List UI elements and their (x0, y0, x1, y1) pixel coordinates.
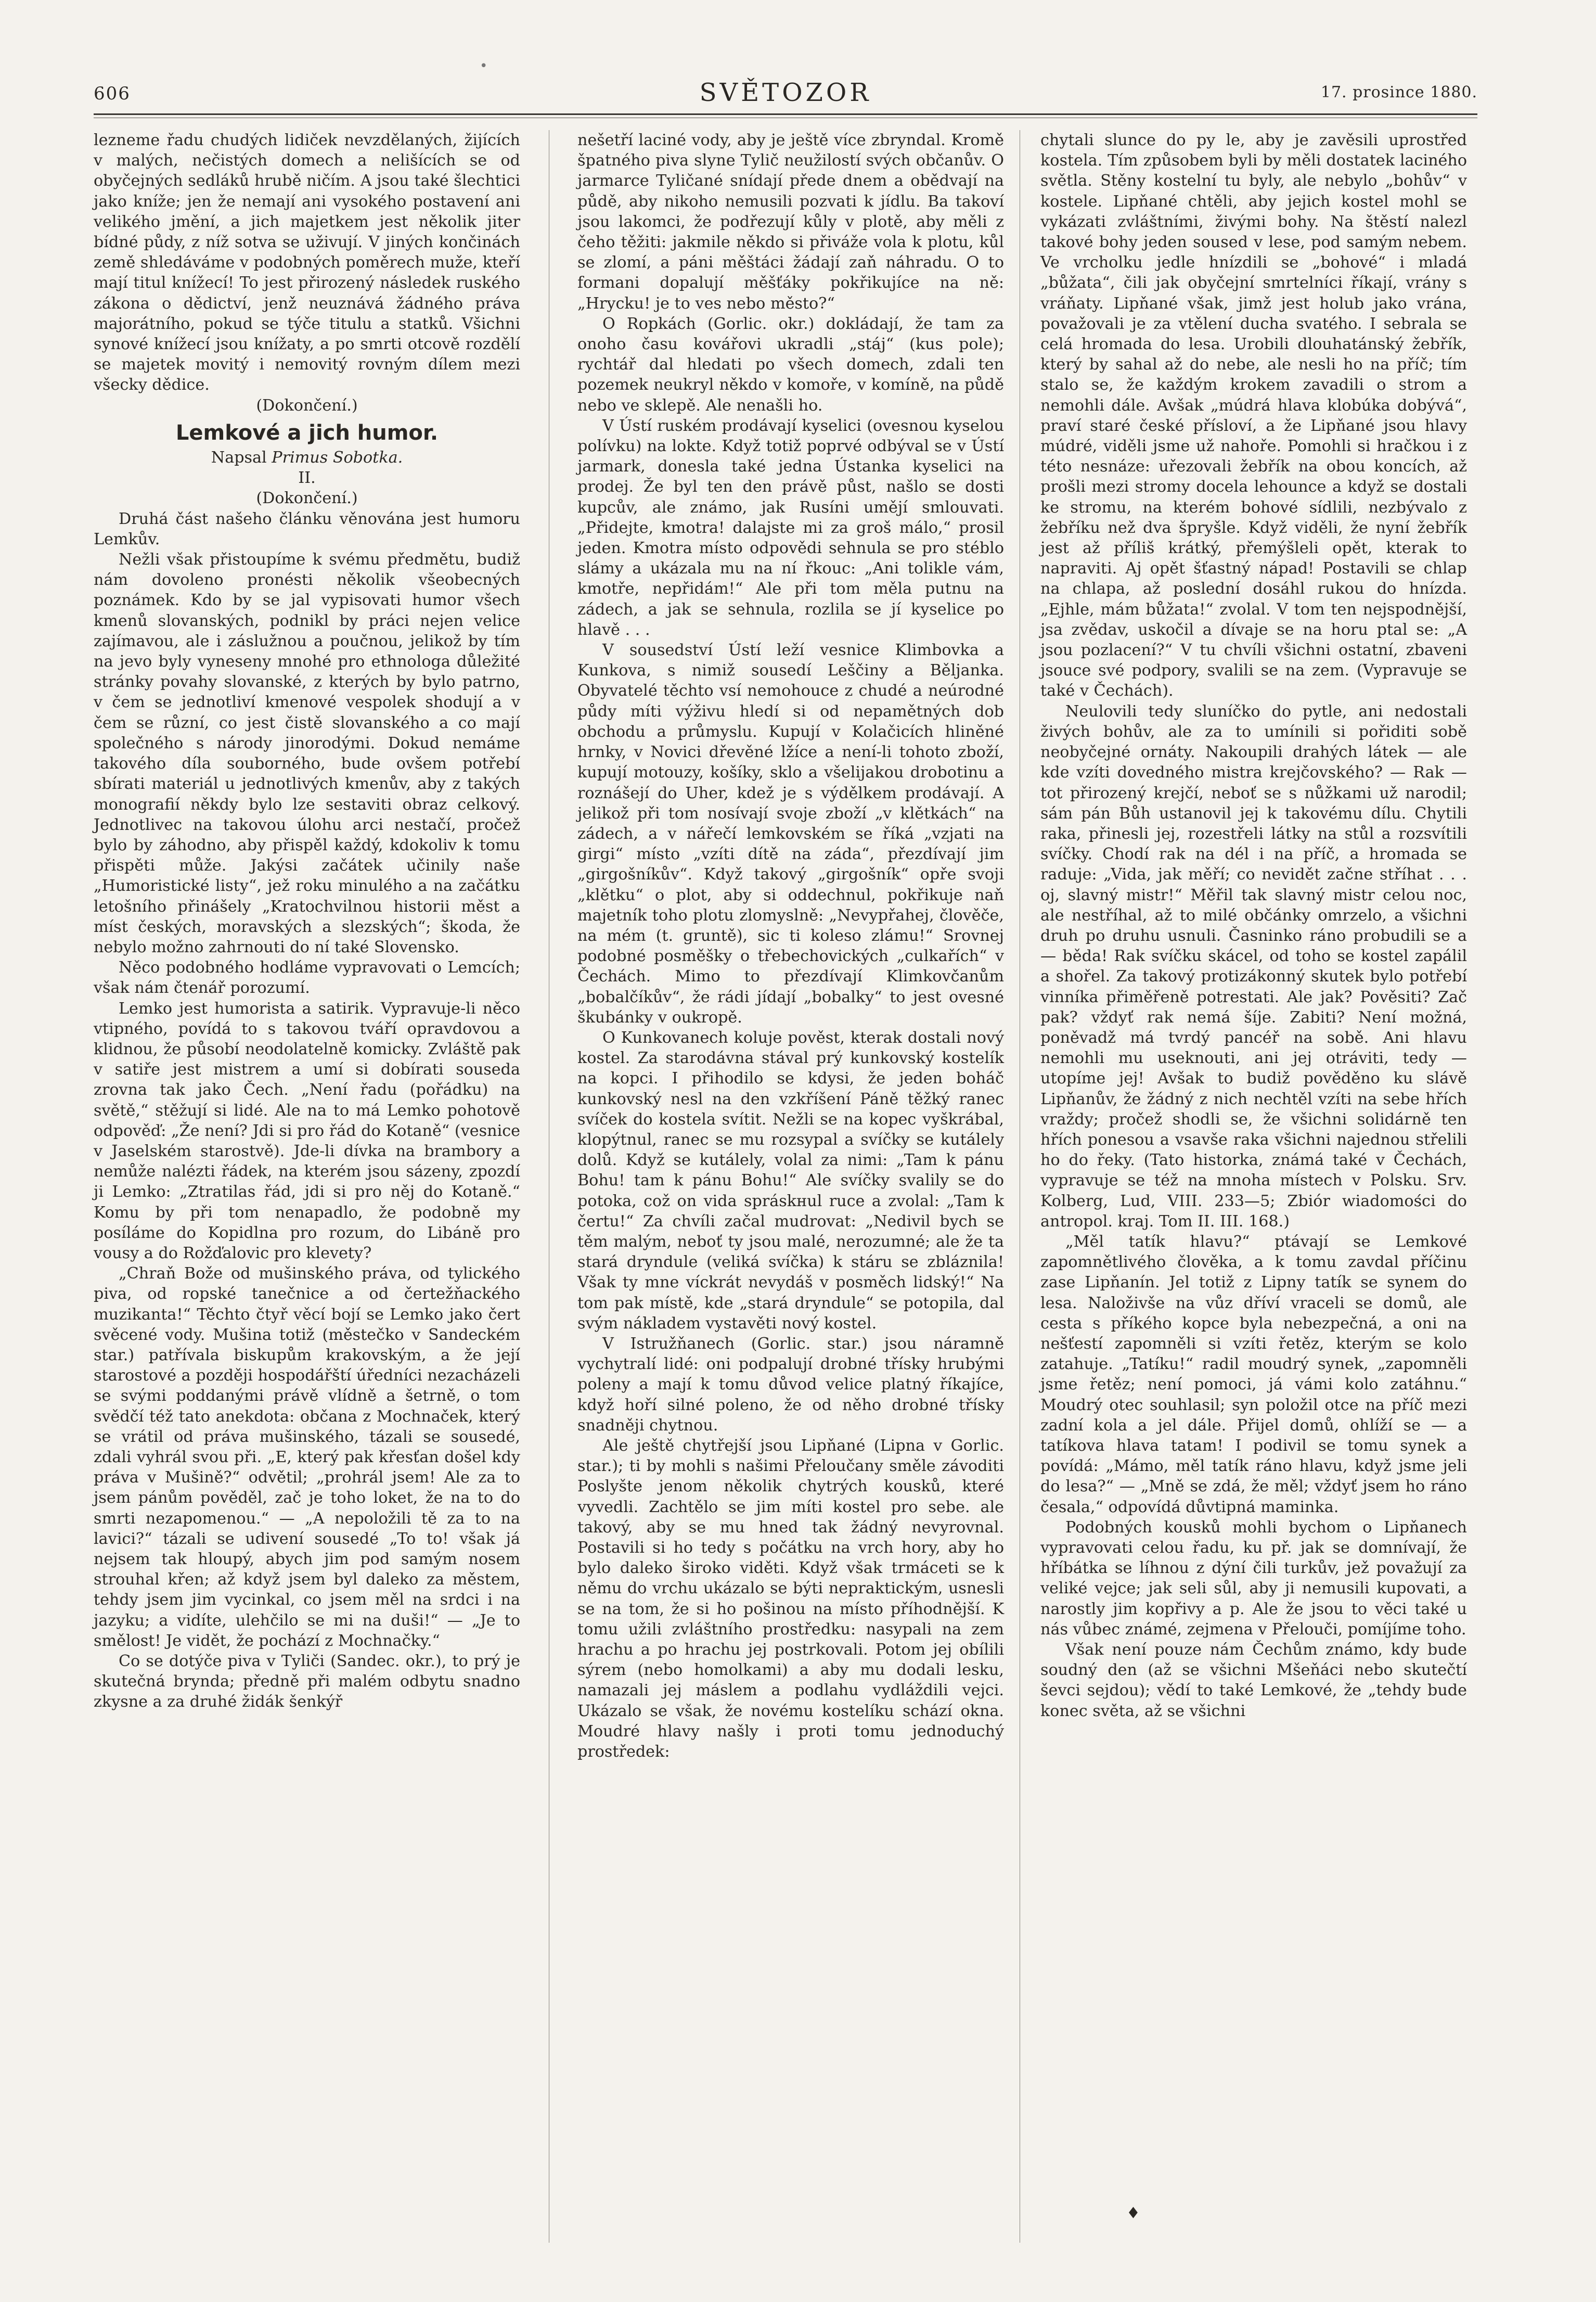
paragraph: O Ropkách (Gorlic. okr.) dokládají, že tam za onoho času kovářovi ukradli „stáj“ (kus pole); rychtář dal hledati po všech domech, zdali ten pozemek neukryl někdo v komoře, v komíně, na půdě nebo ve sklepě. Ale nenašli ho. (577, 314, 1004, 415)
page-number: 606 (94, 83, 131, 104)
issue-date: 17. prosince 1880. (1320, 83, 1477, 101)
paragraph: chytali slunce do py le, aby je zavěsili uprostřed kostela. Tím způsobem byli by měli dostatek laciného světla. Stěny kostelní tu byly, ale nebylo „bohův“ v kostele. Lipňané chtěli, aby jejich kostel mohl se vykázati zvláštními, živými bohy. Na štěstí nalezl takové bohy jeden soused v lese, pod samým nebem. Ve vrcholku jedle hnízdili se „bohové“ i mladá „bůžata“, čili jak obyčejní smrtelníci říkají, vrány s vráňaty. Lipňané však, jimž jest holub jako vrána, považovali je za vtělení ducha svatého. I sebrala se celá hromada do lesa. Urobili dlouhatánský žebřík, který by sahal až do nebe, ale nesli ho na příč; tím stalo se, že každým krokem zavadili o strom a nemohli dále. Avšak „múdrá hlava klobúka dobývá“, praví staré české přísloví, a že Lipňané jsou hlavy múdré, viděli jsme už nahoře. Pomohli si hračkou i z této nesnáze: uřezovali žebřík na obou koncích, až prošli mezi stromy docela lehounce a když se dostali ke stromu, na kterém bohové sídlili, nezbývalo z žebříku než dva špryšle. Když viděli, že nyní žebřík jest až příliš krátký, přemýšleli opět, kterak to napraviti. Aj opět šťastný nápad! Postavili se chlap na chlapa, až poslední dosáhl rukou do hnízda. „Ejhle, mám bůžata!“ zvolal. V tom ten nejspodnější, jsa zvědav, uskočil a dívaje se na horu ptal se: „A jsou pozlacení?“ V tu chvíli všichni ostatní, zbaveni jsouce své podpory, svalili se na zem. (Vypravuje se také v Čechách). (1040, 131, 1467, 700)
section-note: (Dokončení.) (256, 489, 358, 508)
paragraph: Neulovili tedy sluníčko do pytle, ani nedostali živých bohův, ale za to umínili si pořiditi sobě neobyčejné ornáty. Nakoupili drahých látek — ale kde vzíti dovedného mistra krejčovského? — Rak — tot přirozený krejčí, neboť se s nůžkami už narodil; sám pán Bůh ustanovil jej k takovému dílu. Chytili raka, přinesli jej, rozestřeli látky na stůl a rozsvítili svíčky. Chodí rak na dél i na příč, a hromada se raduje: „Vida, jak měří; co nevidět začne stříhat . . . oj, slavný mistr!“ Měřil tak slavný mistr celou noc, ale nestříhal, až to milé občánky omrzelo, a všichni druh po druhu usnuli. Časninko ráno probudili se a — běda! Rak svíčku skácel, od toho se kostel zapálil a shořel. Za takový protizákonný skutek bylo potřebí vinníka přiměřeně potrestati. Ale jak? Pověsiti? Zač pak? vždyť rak nemá šíje. Zabiti? Není možná, poněvadž má tvrdý pancéř na sobě. Ani hlavu nemohli mu useknouti, ani jej otráviti, tedy — utopíme jej! Avšak to budiž pověděno ku slávě Lipňanův, že žádný z nich nechtěl vzíti na sebe hřích vraždy; pročež shodli se, že všichni solidárně ten hřích ponesou a vsavše raka všichni najednou střelili ho do řeky. (Tato historka, známá také v Čechách, vypravuje se též na mnoha místech v Polsku. Srv. Kolberg, Lud, VIII. 233—5; Zbiór wiadomości do antropol. kraj. Tom II. III. 168.) (1040, 702, 1467, 1231)
header-rule (94, 113, 1477, 115)
byline-prefix: Napsal (211, 449, 267, 467)
paragraph: Co se dotýče piva v Tyliči (Sandec. okr.), to prý je skutečná bryndа; předně při malém odbytu snadno zkysne a za druhé židák šenkýř (94, 1652, 520, 1711)
paragraph: Lemko jest humorista a satirik. Vypravuje-li něco vtipného, povídá to s takovou tváří opravdovou a klidnou, že působí neodolatelně komicky. Zvláště pak v satiře jest mistrem a umí si dobírati souseda zrovna tak jako Čech. „Není řadu (pořádku) na světě,“ stěžují si lidé. Ale na to má Lemko pohotově odpověď: „Že není? Jdi si pro řád do Kotaně“ (vesnice v Jaselském starostvě). Jde-li dívka na brambory a nemůže nalézti řádek, na kterém jsou sázeny, zpozdí ji Lemko: „Ztratilas řád, jdi si pro něj do Kotaně.“ Komu by při tom nenapadlo, že podobně my posíláme do Kopidlna pro rozum, do Libáně pro vousy a do Rožďalovic pro klevety? (94, 999, 520, 1262)
paragraph: lezneme řadu chudých lidiček nevzdělaných, žijících v malých, nečistých domech a nelišících se od obyčejných sedláků hrubě ničím. A jsou také šlechtici jako kníže; jen že nemají ani vysokého postavení ani velikého jmění, a jich majetkem jest několik jiter bídné půdy, z níž sotva se uživují. V jiných končinách země shledáváme v podobných poměrech muže, kteří mají titul knížecí! To jest přirozený následek ruského zákona o dědictví, jenž neuznává žádného práva majorátního, pokud se týče titulu a statků. Všichni synové knížecí jsou knížaty, a po smrti otcově rozdělí se majetek movitý i nemovitý rovným dílem mezi všecky dědice. (94, 131, 520, 394)
paragraph: Něco podobného hodláme vypravovati o Lemcích; však nám čtenář porozumí. (94, 958, 520, 997)
ornament-icon: ♦ (1126, 2204, 1140, 2222)
paragraph: Podobných kousků mohli bychom o Lipňanech vypravovati celou řadu, ku př. jak se domnívají, že hříbátka se líhnou z dýní čili turkův, jež považují za veliké vejce; jak seli sůl, aby ji nemusili kupovati, a narostly jim kopřivy a p. Ale že jsou to věci také u nás vůbec známé, zejmena v Přelouči, pomíjíme toho. (1040, 1518, 1467, 1639)
paragraph: nešetří laciné vody, aby je ještě více zbryndal. Kromě špatného piva slyne Tylič neužilostí svých občanův. O jarmarce Tyličané snídají přede dnem a obědvají na půdě, aby nikoho nemusili pozvati k jídlu. Ba takoví jsou lakomci, že podřezují kůly v plotě, aby měli z čeho těžiti: jakmile někdo si přiváže vola k plotu, kůl se zlomí, a páni měštáci žádají zaň náhradu. O to formani dopalují měšťáky pokřikujíce na ně: „Hrycku! je to ves nebo město?“ (577, 131, 1004, 313)
paragraph: Druhá část našeho článku věnována jest humoru Lemkův. (94, 509, 520, 548)
paragraph: V Istružňanech (Gorlic. star.) jsou náramně vychytralí lidé: oni podpalují drobné třísky hrubými poleny a mají k tomu důvod velice platný říkajíce, když hoří silné poleno, že od něho drobné třísky snadněji chytnou. (577, 1334, 1004, 1435)
paragraph: Však není pouze nám Čechům známo, kdy bude soudný den (až se všichni Mšeňáci nebo skutečtí ševci sejdou); vědí to také Lemkové, že „tehdy bude konec světa, až se všichni (1040, 1641, 1467, 1720)
column-2 (577, 130, 1004, 1762)
byline-author: Primus Sobotka. (272, 449, 403, 467)
paragraph: V sousedství Ústí leží vesnice Klimbovka a Kunkova, s nimiž sousedí Leščiny a Bělјanka. Obyvatelé těchto vsí nemohouce z chudé a neúrodné půdy míti výživu hledí si od nepamětných dob obchodu a průmyslu. Kupují v Kolačicích hliněné hrnky, v Novici dřevěné lžíce a není-li tohoto zboží, kupují motouzy, košíky, sklo a všelijakou drobotinu a roznášejí do Uher, kdež je s výdělkem prodávají. A jelikož při tom nosívají svoje zboží „v klětkách“ na zádech, a v nářečí lemkovském se říká „vzjati na girgi“ místo „vzíti dítě na záda“, přezdívají jim „girgošníkův“. Když takový „girgošník“ opře svoji „klětku“ o plot, aby si oddechnul, pokřikuje naň majetník toho plotu zlomyslně: „Nevypřahej, člověče, na mém (t. gruntě), sic ti koleso zlámu!“ Srovnej podobné posměšky o třebechovických „culkařích“ v Čechách. Mimo to přezdívají Klimkovčanům „bobalčíkův“, že rádi jídají „bobalky“ to jest ovesné škubánky v oukropě. (577, 641, 1004, 1027)
continuation-note: (Dokončení.) (256, 396, 358, 415)
column-3 (1040, 130, 1467, 1721)
paragraph: „Chraň Bože od mušinského práva, od tylického piva, od ropské tanečnice a od čertežňackého muzikanta!“ Těchto čtyř věcí bojí se Lemko jako čert svěcené vody. Mušina totiž (městečko v Sandeckém star.) patřívala biskupům krakovským, a že její starostové a později hospodářští úředníci nezacházeli se svými poddanými právě vlídně a šetrně, o tom svědčí též tato anekdota: občana z Mochnaček, který se vrátil od práva mušinského, tázali se sousedé, zdali vyhrál svou při. „E, který pak křesťan došel kdy práva v Mušině?“ odvětil; „prohrál jsem! Ale za to jsem pánům pověděl, zač je toho loket, že na to do smrti nezapomenou.“ — „A nepoložili tě za to na lavici?“ tázali se udivení sousedé „To to! však já nejsem tak hloupý, abych jim pod samým nosem strouhal křen; až když jsem byl daleko za městem, tehdy jsem jim vycinkal, co jsem měl na srdci i na jazyku; a vidíte, ulehčilo se mi na duši!“ — „Je to smělost! Je vidět, že pochází z Mochnačky.“ (94, 1264, 520, 1650)
article-title: Lemkové a jich humor. (175, 420, 439, 445)
journal-title: SVĚTOZOR (699, 78, 872, 107)
paragraph: Ale ještě chytřejší jsou Lipňané (Lipna v Gorlic. star.); ti by mohli s našimi Přelоučany směle závoditi Poslyšte jenom několik chytrých kousků, které vyvedli. Zachtělo se jim míti kostel pro sebe. ale takový, aby se mu hned tak žádný nevyrovnal. Postavili si ho tedy s počátku na vrch hory, aby ho bylo daleko široko viděti. Když však trmácetі se k němu do vrchu ukázalo se býti nepraktickým, usnesli se na tom, že si ho pošinou na místo příhodnější. K tomu užili zvláštního prostředku: nasypali na zem hrachu a po hrachu jej postrkovali. Potom jej obílili sýrem (nebo homolkami) a aby mu dodali lesku, namazali jej máslem a podlahu vydláždili vejci. Ukázalo se však, že novému kostelíku schází okna. Moudré hlavy našly i proti tomu jednoduchý prostředek: (577, 1437, 1004, 1761)
printing-mark: • (480, 58, 488, 74)
paragraph: Nežli však přistoupíme k svému předmětu, budiž nám dovoleno pronésti několik všeobecných poznámek. Kdo by se jal vypisovati humor všech kmenů slovanských, podnikl by práci nejen velice zajímavou, ale i záslužnou a poučnou, jelikož by tím na jevo byly vyneseny mnohé pro ethnologa důležité stránky povahy slovanské, z kterých by bylo patrno, v čem se jednotliví kmenové vespolek shodují a v čem se různí, co jest čistě slovanského a co mají společného s národy jinorodými. Dokud nemáme takového díla souborného, bude ovšem potřebí sbírati materiál u jednotlivých kmenův, aby z takých monografií někdy bylo lze sestaviti obraz celkový. Jednotlivec na takovou úlohu arci nestačí, pročež bylo by záhodno, aby přispěl každý, kdokoliv k tomu přispěti může. Jakýsi začátek učinily naše „Humoristické listy“, jež roku minulého a na začátku letošního přinášely „Kratochvilnou historii měst a míst českých, moravských a slezských“; škoda, že nebylo možno zahrnouti do ní také Slovensko. (94, 551, 520, 956)
paragraph: „Měl tatík hlavu?“ ptávají se Lemkové zapomnětlivého člověka, a k tomu zavdal příčinu zase Lipňanín. Jel totiž z Lipny tatík se synem do lesa. Naloživše na vůz dříví vraceli se domů, ale cesta s příkého kopce byla nebezpečná, a oni na nešťestí zapomněli si vzíti řetěz, kterým se kolo zatahuje. „Tatíku!“ radil moudrý synek, „zapomněli jsme řetěz; není pomoci, já vámi kolo zatáhnu.“ Moudrý otec souhlasil; syn položil otce na příč mezi zadní kola a jel dále. Přijel domů, ohlíží se — a tatíkova hlava tatam! I podivil se tomu synek a povídá: „Mámo, měl tatík ráno hlavu, když jsme jeli do lesa?“ — „Mně se zdá, že měl; vždyť jsem ho ráno česala,“ odpovídá důvtipná maminka. (1040, 1232, 1467, 1516)
paragraph: O Kunkovanech koluje pověst, kterak dostali nový kostel. Za starodávna stával prý kunkovský kostelík na kopci. I přihodilo se kdysi, že jeden boháč kunkovský nesl na den vzkříšení Páně těžký raneс svíček do kostela svítit. Nežli se na kopec vyškrábal, klopýtnul, raneс se mu rozsypal a svíčky se kutálely dolů. Když se kutálely, volal za nimi: „Tam k pánu Bohu! tam k pánu Bohu!“ Ale svíčky svalily se do potoka, což on vida spráskнul ruce a zvolal: „Tam k čertu!“ Za chvíli začal mudrovat: „Nedivil bych se těm malým, neboť ty jsou malé, nerozumné; ale že ta stará dryndule (veliká svíčka) k stáru se zbláznila! Však ty mne víckrát nevydáš v posměch lidský!“ Na tom pak místě, kde „stará dryndule“ se potopila, dal svým nákladem vystavěti nový kostel. (577, 1028, 1004, 1333)
column-1 (94, 130, 520, 1712)
paragraph: V Ústí ruském prodávají kyselici (ovesnou kyselou polívku) na lokte. Když totiž poprvé odbýval se v Ústí jarmark, donesla také jedna Ústanka kyselici na prodej. Že byl ten den právě půst, našlo se dosti kupcův, ale známo, jak Rusíni umějí smlouvati. „Přidejte, kmotra! dalajste mi za groš málo,“ prosil jeden. Kmotra místo odpovědi sehnula se pro stéblo slámy a ukázala mu na ní řkouc: „Ani toliklе vám, kmotře, nepřidám!“ Ale při tom měla putnu na zádech, a jak se sehnula, rozlila se jí kyselice po hlavě . . . (577, 416, 1004, 639)
byline (94, 447, 520, 468)
section-number: II. (298, 469, 316, 488)
